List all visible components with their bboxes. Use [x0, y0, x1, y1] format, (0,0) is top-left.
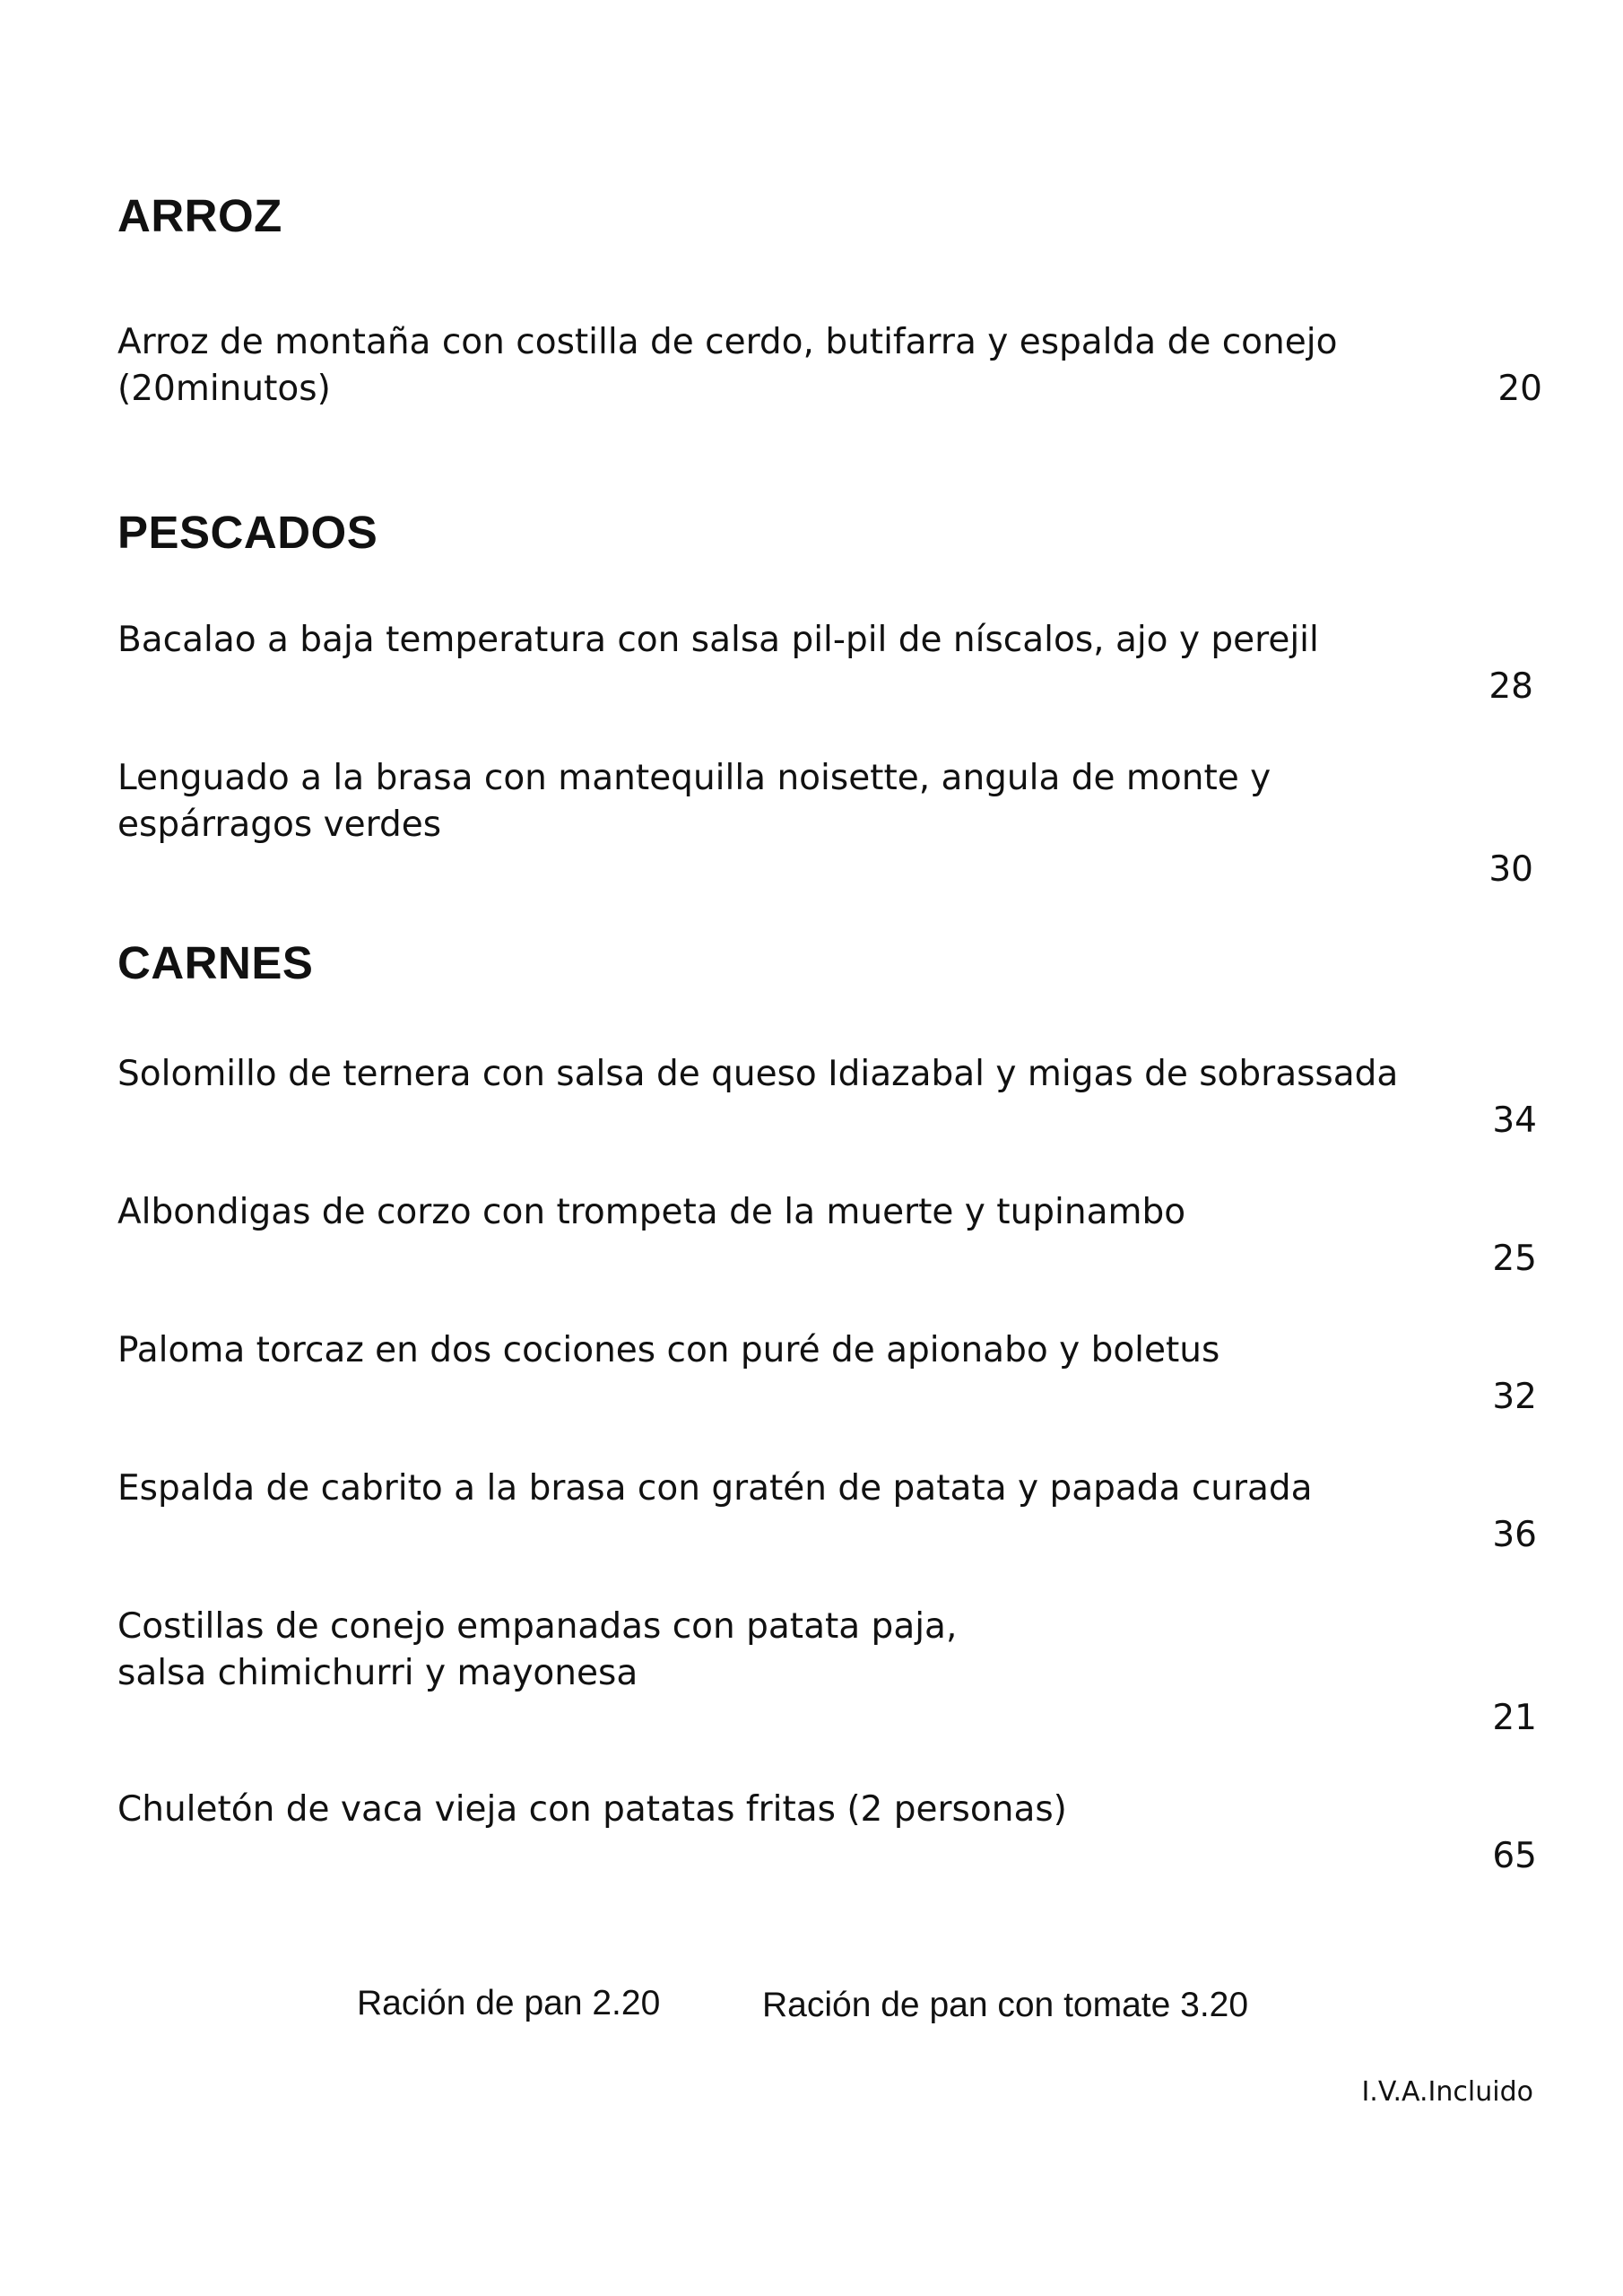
- dish-name: Lenguado a la brasa con mantequilla noisette, angula de monte y espárragos verdes: [117, 758, 1271, 845]
- section-title-arroz: ARROZ: [117, 190, 282, 241]
- dish-price: 34: [1492, 1100, 1537, 1141]
- dish-name: Bacalao a baja temperatura con salsa pil-pil de níscalos, ajo y perejil: [117, 620, 1319, 660]
- bread-tomato-price-note: Ración de pan con tomate 3.20: [762, 1986, 1249, 2024]
- dish-price: 25: [1492, 1239, 1537, 1279]
- dish-price: 20: [1497, 369, 1542, 409]
- dish-name: Solomillo de ternera con salsa de queso Idiazabal y migas de sobrassada: [117, 1054, 1399, 1094]
- dish-price: 36: [1492, 1515, 1537, 1555]
- bread-price-note: Ración de pan 2.20: [357, 1984, 661, 2022]
- tax-included-note: I.V.A.Incluido: [1361, 2076, 1533, 2108]
- dish-name: Albondigas de corzo con trompeta de la muerte y tupinambo: [117, 1192, 1186, 1232]
- dish-name: Chuletón de vaca vieja con patatas fritas (2 personas): [117, 1789, 1067, 1830]
- dish-name: Espalda de cabrito a la brasa con gratén de patata y papada curada: [117, 1468, 1313, 1509]
- section-title-pescados: PESCADOS: [117, 507, 378, 558]
- dish-name: Paloma torcaz en dos cociones con puré de apionabo y boletus: [117, 1330, 1220, 1370]
- dish-price: 30: [1488, 849, 1533, 890]
- dish-name: Arroz de montaña con costilla de cerdo, butifarra y espalda de conejo (20minutos): [117, 322, 1338, 409]
- dish-name: Costillas de conejo empanadas con patata paja, salsa chimichurri y mayonesa: [117, 1606, 958, 1693]
- dish-price: 21: [1492, 1698, 1537, 1738]
- dish-price: 32: [1492, 1377, 1537, 1417]
- dish-price: 65: [1492, 1836, 1537, 1876]
- section-title-carnes: CARNES: [117, 937, 314, 988]
- dish-price: 28: [1488, 666, 1533, 707]
